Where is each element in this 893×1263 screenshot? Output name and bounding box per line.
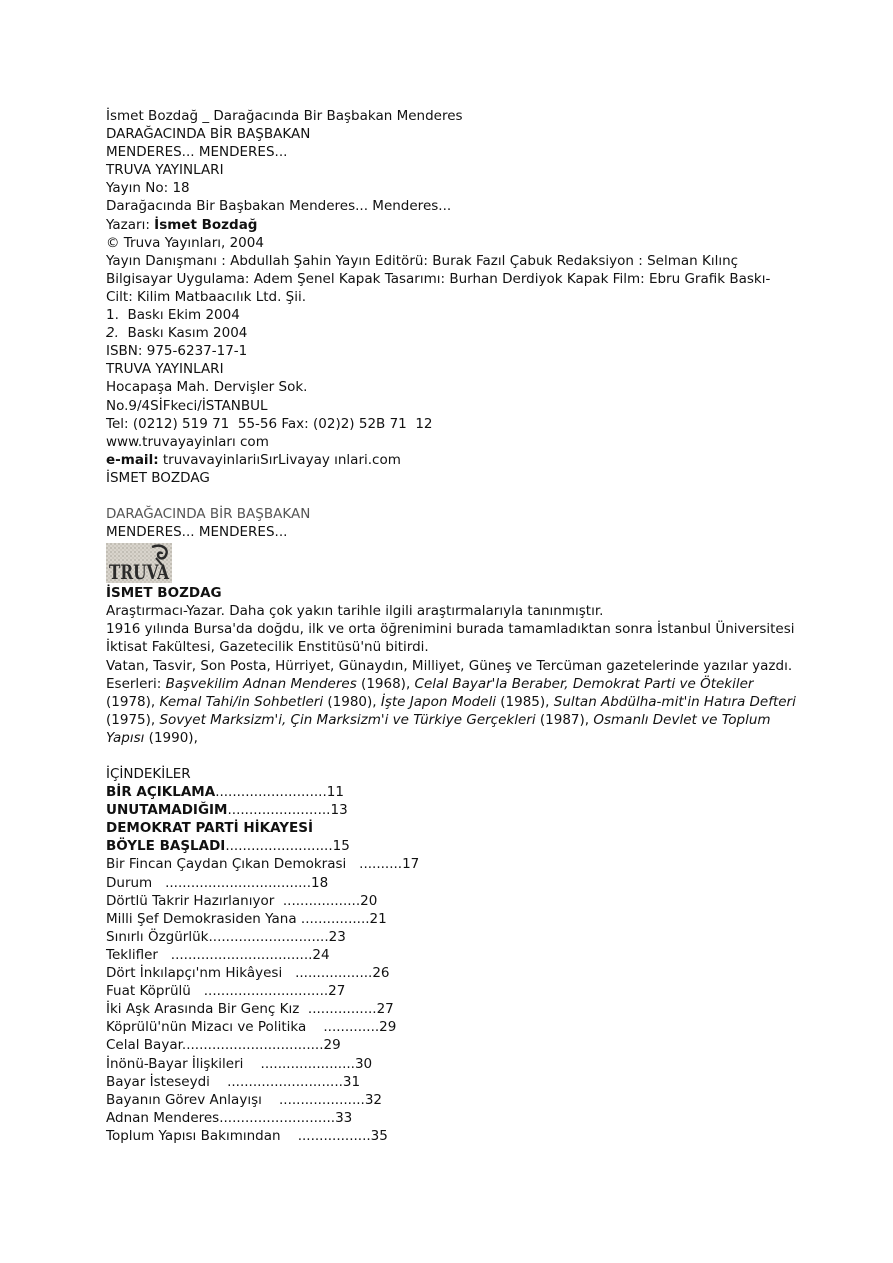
author-line [106,216,796,234]
toc-item: Sınırlı Özgürlük............................23 [106,928,346,945]
print-1 [106,306,796,324]
email-line [106,451,796,469]
works-label: Eserleri: [106,675,166,692]
author-label: Yazarı: [106,216,155,233]
yayin-no: Yayın No: 18 [106,180,190,197]
table-of-contents [106,765,796,1145]
toc-entry [106,819,796,837]
work-title: Sultan Abdülha-mit'in Hatıra Defteri [553,693,796,710]
truva-logo [106,543,172,583]
toc-item: Teklifler .................................24 [106,946,330,963]
tel-fax: Tel: (0212) 519 71 55-56 Fax: (02)2) 52B 71 12 [106,415,433,432]
address-line-2: No.9/4SİFkeci/İSTANBUL [106,397,268,414]
toc-item: Bayanın Görev Anlayışı ....................32 [106,1091,383,1108]
work-year: (1980), [323,693,381,710]
toc-entry-title: UNUTAMADIĞIM [106,802,228,819]
work-title: Osmanlı Devlet ve Toplum Yapısı [106,711,771,746]
title-page-title-2: MENDERES... MENDERES... [106,524,288,541]
toc-entry-title: BİR AÇIKLAMA [106,784,216,801]
header-book-title-2: MENDERES... MENDERES... [106,144,288,161]
toc-item: Fuat Köprülü .............................27 [106,983,346,1000]
header-title-line: İsmet Bozdağ _ Darağacında Bir Başbakan Menderes [106,108,463,124]
toc-item: İki Aşk Arasında Bir Genç Kız ................27 [106,1001,394,1018]
print-1-text: Baskı Ekim 2004 [127,307,240,324]
toc-item: Bir Fincan Çaydan Çıkan Demokrasi ..........17 [106,856,420,873]
bio-line-3: Vatan, Tasvir, Son Posta, Hürriyet, Günaydın, Milliyet, Güneş ve Tercüman gazetelerinde yazılar yazdı. [106,657,793,674]
address-line-1: Hocapaşa Mah. Dervişler Sok. [106,379,308,396]
toc-entry-page: .........................15 [225,838,350,855]
print-2-number: 2. [106,325,119,342]
toc-item: Durum ..................................18 [106,874,329,891]
toc-item: Köprülü'nün Mizacı ve Politika .............29 [106,1019,397,1036]
spacer [106,487,796,505]
email-value: truvavayinlariıSırLivayay ınlari.com [158,451,401,468]
logo-text: TRUVA [109,560,170,585]
title-page-title-1: DARAĞACINDA BİR BAŞBAKAN [106,505,311,522]
work-title: Başvekilim Adnan Menderes [165,675,357,692]
toc-entry-page: ........................13 [227,802,348,819]
copyright: © Truva Yayınları, 2004 [106,234,264,251]
document-page [106,107,796,1145]
work-title: Kemal Tahi/in Sohbetleri [159,693,324,710]
toc-entry [106,837,796,855]
colophon-title: Darağacında Bir Başbakan Menderes... Menderes... [106,198,452,215]
toc-entry-title: BÖYLE BAŞLADI [106,838,226,855]
toc-item: Adnan Menderes...........................33 [106,1109,353,1126]
author-name: İsmet Bozdağ [154,216,258,233]
toc-item: Dört İnkılapçı'nm Hikâyesi ..................26 [106,965,390,982]
title-page-author-name: İSMET BOZDAG [106,585,222,602]
print-1-number: 1. [106,307,119,324]
work-year: (1985), [495,693,554,710]
bio-line-1: Araştırmacı-Yazar. Daha çok yakın tarihle ilgili araştırmalarıyla tanınmıştır. [106,603,604,620]
work-title: İşte Japon Modeli [380,693,496,710]
header-book-title-1: DARAĞACINDA BİR BAŞBAKAN [106,126,311,143]
author-caps: İSMET BOZDAG [106,469,210,486]
toc-entry-page: ..........................11 [215,784,344,801]
print-2-text: Baskı Kasım 2004 [127,325,248,342]
toc-item: Celal Bayar.................................29 [106,1037,341,1054]
work-title: Sovyet Marksizm'i, Çin Marksizm'i ve Türkiye Gerçekleri [159,711,536,728]
title-page-author [106,584,796,602]
toc-entry-title: DEMOKRAT PARTİ HİKAYESİ [106,820,314,837]
work-year: (1975), [106,711,160,728]
credits: Yayın Danışmanı : Abdullah Şahin Yayın Editörü: Burak Fazıl Çabuk Redaksiyon : Selman Kılınç Bilgisayar Uygulama: Adem Şenel Kapak Tasarımı: Burhan Derdiyok Kapak Film: Ebru Grafik Baskı-Cilt: Kilim Matbaacılık Ltd. Şii. [106,252,771,305]
toc-entry [106,801,796,819]
work-year: (1968), [356,675,415,692]
toc-item: Dörtlü Takrir Hazırlanıyor ..................20 [106,892,378,909]
spacer [106,747,796,765]
toc-item: Toplum Yapısı Bakımından .................35 [106,1127,388,1144]
toc-item: İnönü-Bayar İlişkileri ......................30 [106,1055,373,1072]
toc-heading: İÇİNDEKİLER [106,766,191,782]
email-label: e-mail: [106,451,159,468]
work-title: Celal Bayar'la Beraber, Demokrat Parti ve Ötekiler [414,675,754,692]
print-2 [106,324,796,342]
toc-entry [106,783,796,801]
bio-line-2: 1916 yılında Bursa'da doğdu, ilk ve orta öğrenimini burada tamamladıktan sonra İstanbul Üniversitesi İktisat Fakültesi, Gazetecilik Enstitüsü'nü bitirdi. [106,621,795,656]
work-year: (1987), [535,711,594,728]
colophon-publisher: TRUVA YAYINLARI [106,361,224,378]
web-address: www.truvayayinları com [106,433,269,450]
toc-item: Milli Şef Demokrasiden Yana ................21 [106,910,387,927]
toc-item: Bayar İsteseydi ...........................31 [106,1073,361,1090]
work-year: (1978), [106,693,160,710]
isbn: ISBN: 975-6237-17-1 [106,343,248,360]
work-year: (1990), [144,729,198,746]
header-publisher: TRUVA YAYINLARI [106,162,224,179]
bio-works [106,675,796,747]
